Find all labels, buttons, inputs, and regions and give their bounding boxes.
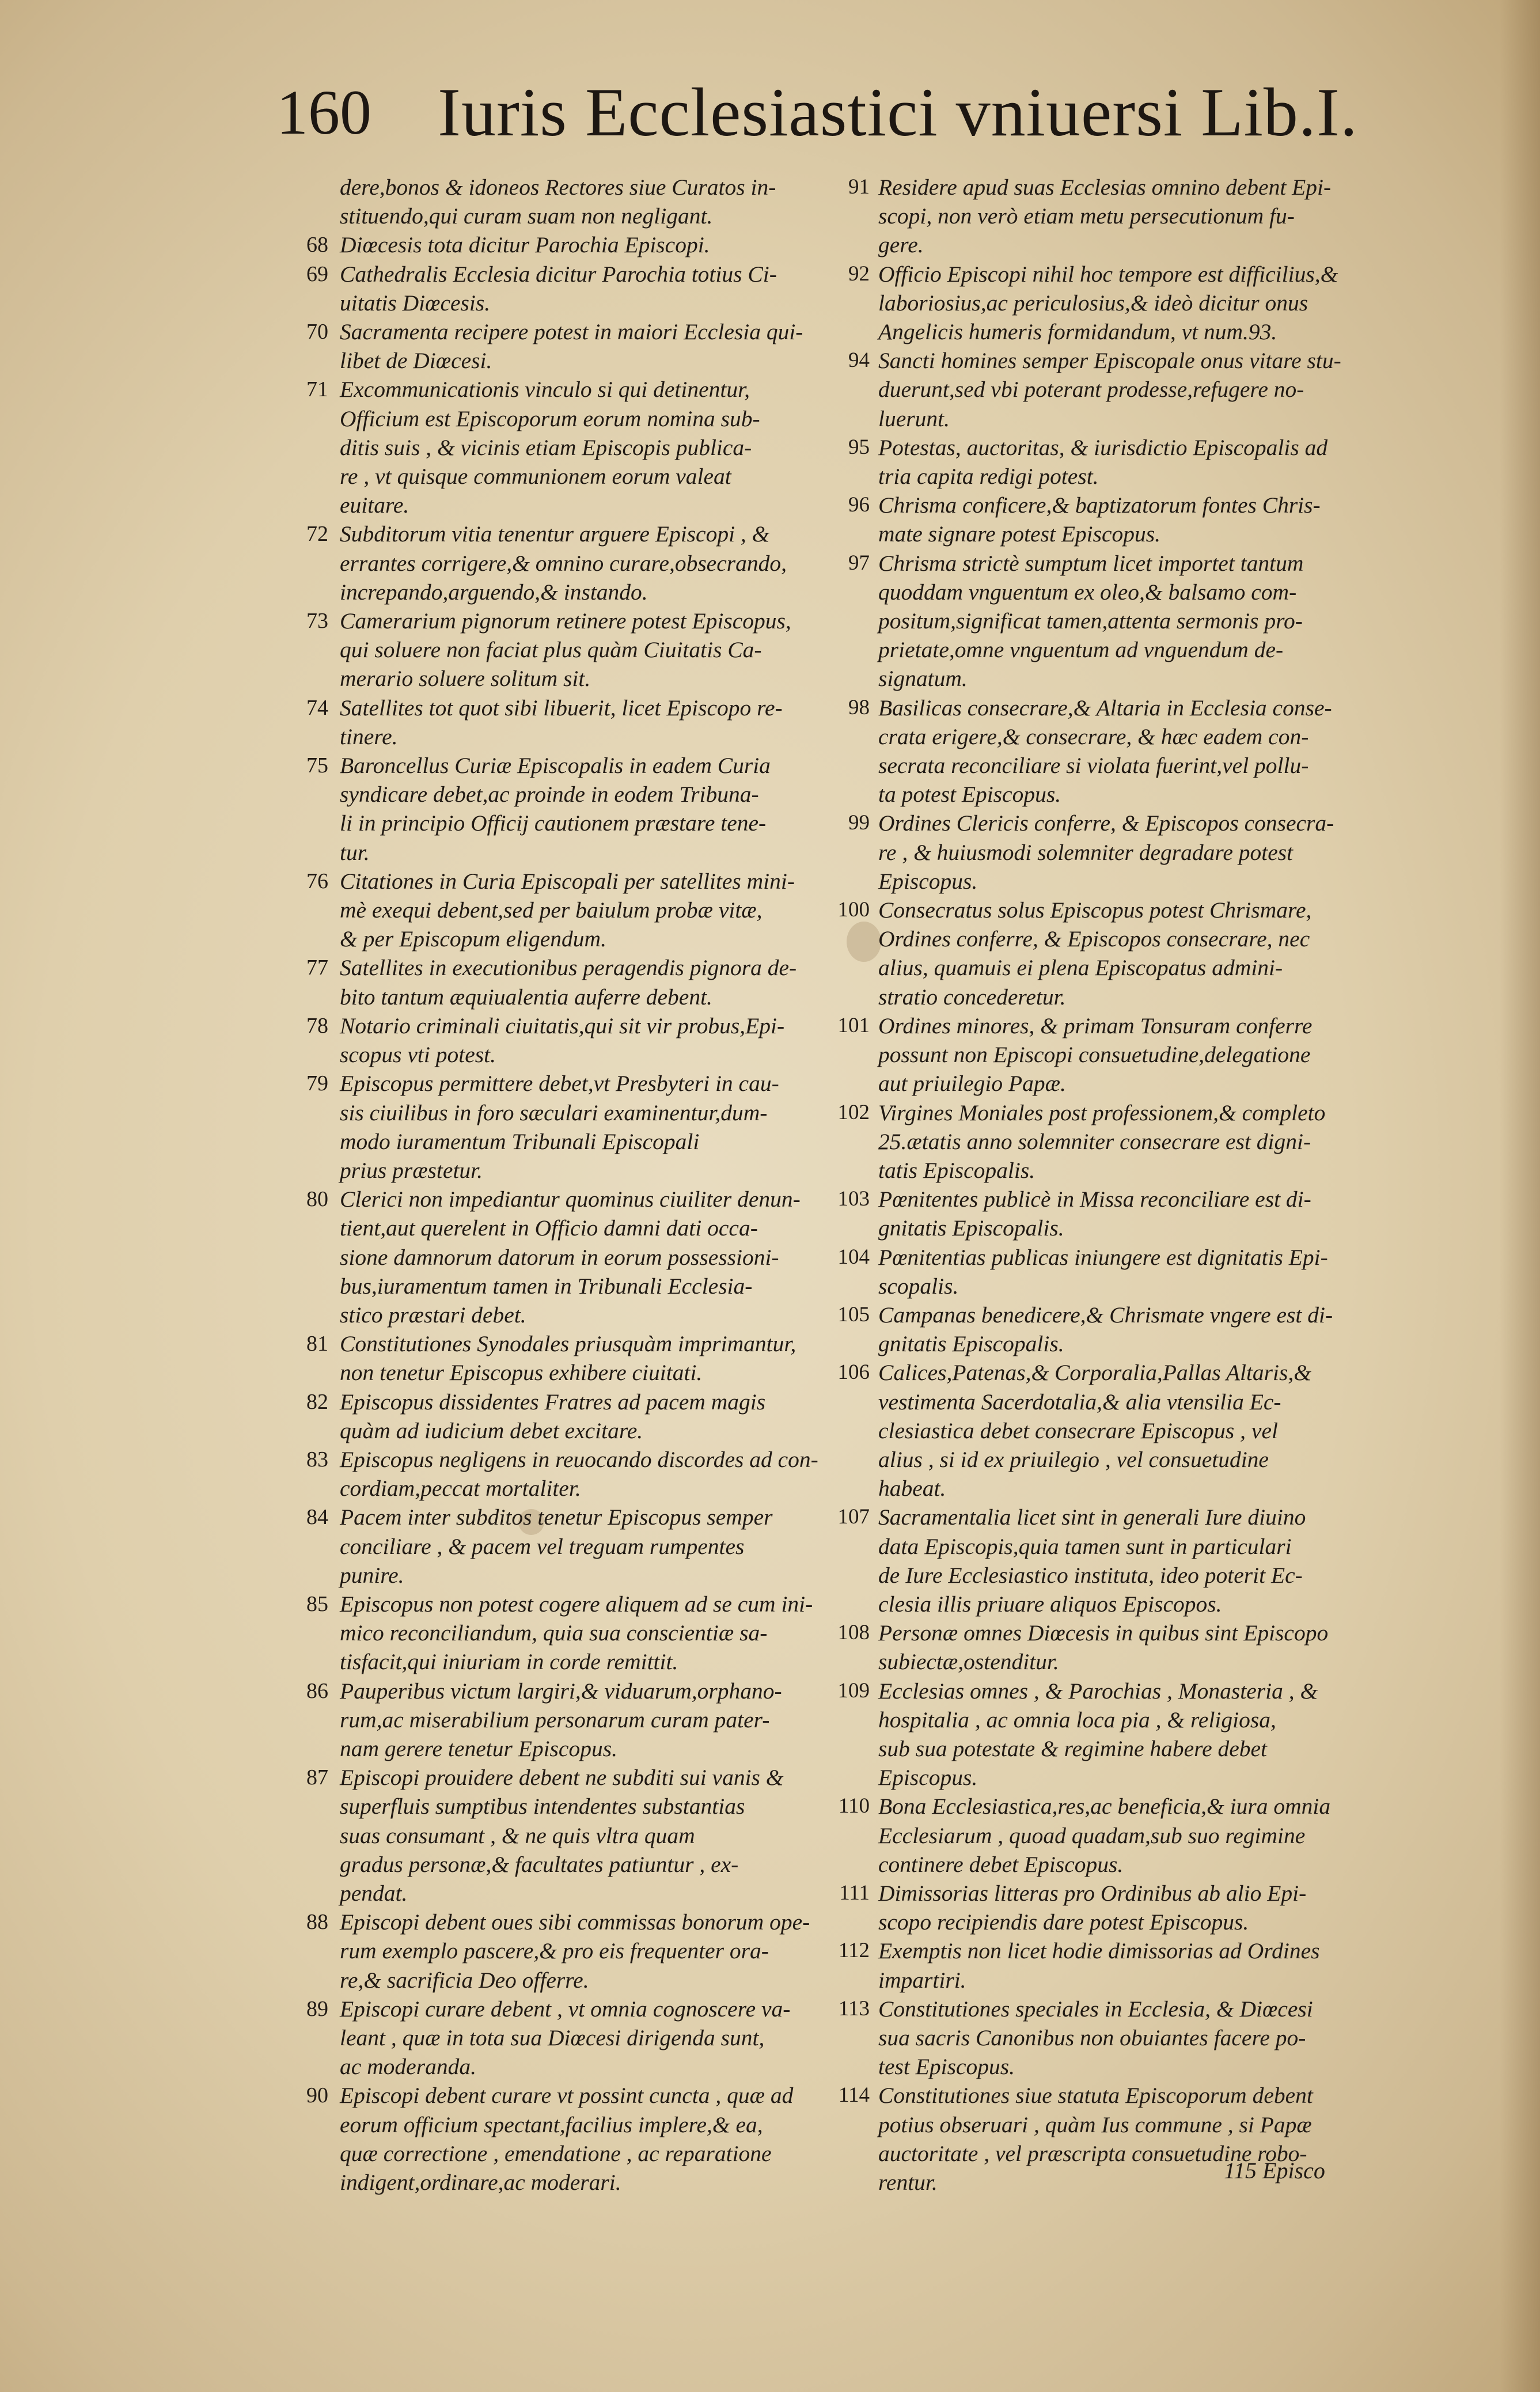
entry-line: Ordines conferre, & Episcopos consecrare, nec [878,926,1310,952]
entry-line: scopi, non verò etiam metu persecutionum fu- [878,203,1295,229]
entry-line: nam gerere tenetur Episcopus. [340,1735,617,1761]
entry-line: gradus personæ,& facultates patiuntur , ex- [340,1851,739,1877]
entry-line: Basilicas consecrare,& Altaria in Ecclesia conse- [878,695,1332,721]
entry-line: subiectæ,ostenditur. [878,1649,1059,1675]
entry-line: Ecclesiarum , quoad quadam,sub suo regimine [878,1822,1306,1848]
index-entry [832,491,1351,548]
entry-line: sis ciuilibus in foro sæculari examinentur,dum- [340,1100,768,1125]
entry-line: Bona Ecclesiastica,res,ac beneficia,& iura omnia [878,1794,1331,1819]
entry-number: 81 [306,1332,328,1356]
page-header [276,72,1371,164]
entry-line: de Iure Ecclesiastico instituta, ideo poterit Ec- [878,1562,1303,1588]
entry-line: bito tantum æquiualentia auferre debent. [340,984,712,1010]
entry-line: laboriosius,ac periculosius,& ideò dicitur onus [878,290,1308,316]
entry-line: tient,aut querelent in Officio damni dati occa- [340,1215,758,1241]
entry-line: crata erigere,& consecrare, & hæc eadem con- [878,723,1309,749]
index-entry [276,1908,809,1995]
entry-line: Chrisma strictè sumptum licet importet tantum [878,550,1304,576]
entry-line: eorum officium spectant,facilius implere,& ea, [340,2112,763,2137]
entry-line: Notario criminali ciuitatis,qui sit vir probus,Epi- [340,1013,785,1038]
entry-line: tur. [340,839,370,865]
index-entry [276,693,809,751]
entry-line: euitare. [340,492,409,518]
entry-line: ta potest Episcopus. [878,782,1061,808]
entry-line: impartiri. [878,1967,966,1993]
entry-number: 95 [848,435,870,459]
entry-line: uitatis Diœcesis. [340,290,491,316]
entry-line: Consecratus solus Episcopus potest Chrismare, [878,897,1312,923]
entry-number: 82 [306,1389,328,1414]
index-entry [276,1763,809,1908]
entry-line: possunt non Episcopi consuetudine,delegatione [878,1042,1311,1068]
index-entry [276,867,809,954]
entry-line: increpando,arguendo,& instando. [340,579,648,605]
entry-line: continere debet Episcopus. [878,1851,1124,1877]
entry-line: prietate,omne vnguentum ad vnguendum de- [878,637,1284,663]
entry-line: gnitatis Episcopalis. [878,1215,1064,1241]
entry-line: test Episcopus. [878,2054,1015,2080]
entry-line: rum,ac miserabilium personarum curam pater- [340,1707,770,1733]
entry-number: 98 [848,695,870,719]
entry-number: 114 [838,2083,870,2107]
entry-number: 100 [837,898,870,922]
entry-line: Diœcesis tota dicitur Parochia Episcopi. [340,232,710,258]
entry-number: 88 [306,1910,328,1935]
entry-line: Satellites in executionibus peragendis pignora de- [340,955,797,981]
entry-number: 107 [837,1505,870,1529]
index-entry [276,173,809,230]
entry-line: alius, quamuis ei plena Episcopatus admini- [878,955,1283,981]
entry-line: Episcopus. [878,1765,978,1791]
entry-line: data Episcopis,quia tamen sunt in particulari [878,1533,1292,1559]
entry-line: dere,bonos & idoneos Rectores siue Curatos in- [340,175,776,200]
entry-line: Cathedralis Ecclesia dicitur Parochia totius Ci- [340,261,777,287]
index-entry [832,1618,1351,1676]
entry-line: cordiam,peccat mortaliter. [340,1476,581,1502]
entry-line: rentur. [878,2170,938,2196]
index-entry [832,1185,1351,1242]
entry-line: Episcopus non potest cogere aliquem ad se cum ini- [340,1591,813,1617]
index-entry [832,809,1351,896]
running-title: Iuris Ecclesiastici vniuersi Lib.I. [438,74,1358,150]
entry-line: mate signare potest Episcopus. [878,521,1161,547]
entry-line: merario soluere solitum sit. [340,666,591,692]
entry-line: Pœnitentias publicas iniungere est dignitatis Epi- [878,1244,1328,1270]
entry-line: syndicare debet,ac proinde in eodem Tribuna- [340,782,759,808]
entry-number: 90 [306,2083,328,2108]
entry-number: 112 [838,1939,870,1963]
index-entry [276,1329,809,1387]
entry-line: Citationes in Curia Episcopali per satellites mini- [340,868,795,894]
index-entry [832,260,1351,347]
entry-line: Constitutiones Synodales priusquàm imprimantur, [340,1331,796,1357]
entry-line: luerunt. [878,405,950,431]
entry-number: 106 [837,1360,870,1385]
index-entry [276,317,809,375]
entry-number: 74 [306,695,328,720]
entry-line: quæ correctione , emendatione , ac reparatione [340,2140,772,2166]
entry-line: habeat. [878,1476,946,1502]
entry-line: Baroncellus Curiæ Episcopalis in eadem Curia [340,753,771,779]
entry-line: Camerarium pignorum retinere potest Episcopus, [340,608,791,634]
entry-line: clesia illis priuare aliquos Episcopos. [878,1591,1222,1617]
entry-line: quàm ad iudicium debet excitare. [340,1417,643,1443]
entry-number: 71 [306,377,328,402]
entry-number: 91 [848,175,870,199]
index-entry [276,1069,809,1185]
index-entry [276,230,809,259]
entry-number: 77 [306,956,328,980]
entry-number: 70 [306,320,328,344]
entry-line: tinere. [340,723,398,749]
entry-line: Constitutiones siue statuta Episcoporum debent [878,2083,1313,2109]
entry-line: hospitalia , ac omnia loca pia , & religiosa, [878,1707,1276,1733]
entry-line: re,& sacrificia Deo offerre. [340,1967,589,1993]
index-entry [276,260,809,317]
entry-number: 86 [306,1678,328,1703]
entry-number: 80 [306,1187,328,1212]
entry-line: conciliare , & pacem vel treguam rumpentes [340,1533,745,1559]
entry-number: 79 [306,1071,328,1096]
entry-line: Calices,Patenas,& Corporalia,Pallas Altaris,& [878,1360,1312,1386]
entry-number: 105 [837,1302,870,1326]
page-edge-shadow [1500,0,1540,2392]
entry-line: re , & huiusmodi solemniter degradare potest [878,839,1294,865]
entry-number: 92 [848,261,870,286]
entry-line: bus,iuramentum tamen in Tribunali Ecclesia- [340,1273,753,1299]
entry-line: Constitutiones speciales in Ecclesia, & Diœcesi [878,1996,1313,2022]
entry-line: alius , si id ex priuilegio , vel consuetudine [878,1446,1269,1472]
entry-line: leant , quæ in tota sua Diœcesi dirigenda sunt, [340,2025,765,2050]
index-entry [276,375,809,520]
entry-number: 96 [848,493,870,517]
entry-line: punire. [340,1562,404,1588]
index-entry [276,1503,809,1590]
right-column [832,173,1351,2197]
entry-number: 69 [306,261,328,286]
entry-number: 83 [306,1447,328,1472]
entry-number: 89 [306,1996,328,2021]
entry-line: Pauperibus victum largiri,& viduarum,orphano- [340,1678,782,1704]
entry-line: Episcopus. [878,868,978,894]
entry-line: Sacramenta recipere potest in maiori Ecclesia qui- [340,319,803,345]
index-entry [832,896,1351,1011]
entry-line: secrata reconciliare si violata fuerint,vel pollu- [878,753,1309,779]
entry-line: ac moderanda. [340,2054,476,2080]
index-entry [832,1677,1351,1792]
entry-line: duerunt,sed vbi poterant prodesse,refugere no- [878,377,1304,403]
entry-line: Ordines Clericis conferre, & Episcopos consecra- [878,810,1334,836]
index-entry [276,751,809,867]
entry-number: 103 [837,1187,870,1211]
entry-line: Subditorum vitia tenentur arguere Episcopi , & [340,521,770,547]
index-entry [832,1792,1351,1879]
entry-line: aut priuilegio Papæ. [878,1071,1066,1097]
entry-line: mico reconciliandum, quia sua conscientiæ sa- [340,1620,768,1646]
entry-line: vestimenta Sacerdotalia,& alia vtensilia Ec- [878,1389,1281,1415]
index-entry [832,1098,1351,1185]
entry-number: 87 [306,1765,328,1790]
entry-line: Pœnitentes publicè in Missa reconciliare est di- [878,1186,1311,1212]
index-entry [276,1677,809,1764]
entry-line: Episcopus permittere debet,vt Presbyteri in cau- [340,1071,779,1097]
entry-line: Excommunicationis vinculo si qui detinentur, [340,377,750,403]
index-entry [276,1590,813,1677]
entry-line: tisfacit,qui iniuriam in corde remittit. [340,1649,678,1675]
entry-line: tatis Episcopalis. [878,1157,1035,1183]
entry-line: Satellites tot quot sibi libuerit, licet Episcopo re- [340,695,783,721]
entry-line: errantes corrigere,& omnino curare,obsecrando, [340,550,787,576]
entry-number: 68 [306,233,328,257]
index-entry [832,346,1351,433]
index-entry [276,1011,809,1069]
entry-line: Angelicis humeris formidandum, vt num.93. [878,319,1277,345]
entry-line: Episcopi curare debent , vt omnia cognoscere va- [340,1996,791,2022]
entry-line: pendat. [340,1880,408,1906]
entry-line: sua sacris Canonibus non obuiantes facere po- [878,2025,1306,2050]
entry-line: 25.ætatis anno solemniter consecrare est digni- [878,1128,1311,1154]
entry-line: sione damnorum datorum in eorum possessioni- [340,1244,779,1270]
entry-number: 110 [838,1794,870,1818]
entry-line: Ordines minores, & primam Tonsuram conferre [878,1013,1313,1038]
index-entry [832,549,1351,693]
index-entry [832,1358,1351,1503]
index-entry [276,1995,809,2082]
entry-number: 76 [306,869,328,893]
entry-line: tria capita redigi potest. [878,464,1099,490]
index-entry [276,606,809,693]
entry-number: 111 [839,1881,870,1905]
entry-line: Exemptis non licet hodie dimissorias ad Ordines [878,1938,1320,1964]
entry-line: quoddam vnguentum ex oleo,& balsamo com- [878,579,1297,605]
entry-line: stratio concederetur. [878,984,1066,1010]
page-number: 160 [276,77,371,147]
index-entry [832,1011,1351,1098]
entry-number: 102 [837,1100,870,1124]
entry-number: 73 [306,609,328,634]
entry-line: Episcopus negligens in reuocando discordes ad con- [340,1446,818,1472]
entry-line: scopalis. [878,1273,959,1299]
entry-line: Ecclesias omnes , & Parochias , Monasteria , & [878,1678,1318,1704]
index-entry [832,1995,1351,2082]
entry-number: 99 [848,811,870,835]
entry-number: 101 [837,1013,870,1037]
entry-line: positum,significat tamen,attenta sermonis pro- [878,608,1303,634]
entry-number: 113 [838,1996,870,2020]
entry-line: Personæ omnes Diœcesis in quibus sint Episcopo [878,1620,1329,1646]
entry-line: Sancti homines semper Episcopale onus vitare stu- [878,348,1341,374]
entry-number: 85 [306,1591,328,1616]
index-entry [832,1243,1351,1301]
index-entry [832,1301,1351,1358]
entry-line: gere. [878,232,924,258]
entry-number: 78 [306,1013,328,1038]
entry-line: Pacem inter subditos tenetur Episcopus semper [340,1504,773,1530]
index-entry [276,1185,809,1329]
index-entry [276,1388,809,1445]
entry-number: 72 [306,522,328,547]
entry-line: scopus vti potest. [340,1042,496,1068]
entry-line: libet de Diœcesi. [340,348,492,374]
entry-line: Episcopi prouidere debent ne subditi sui vanis & [340,1765,784,1791]
index-entry [832,1936,1351,1994]
entry-line: indigent,ordinare,ac moderari. [340,2170,621,2196]
index-entry [276,1445,818,1503]
entry-line: Dimissorias litteras pro Ordinibus ab alio Epi- [878,1880,1307,1906]
entry-line: stituendo,qui curam suam non negligant. [340,203,713,229]
entry-line: Episcopi debent curare vt possint cuncta , quæ ad [340,2083,794,2109]
entry-line: Virgines Moniales post professionem,& completo [878,1100,1326,1125]
entry-line: superfluis sumptibus intendentes substantias [340,1794,745,1819]
entry-line: ditis suis , & vicinis etiam Episcopis publica- [340,434,752,460]
entry-line: Potestas, auctoritas, & iurisdictio Episcopalis ad [878,434,1328,460]
entry-line: re , vt quisque communionem eorum valeat [340,464,731,490]
entry-line: li in principio Officij cautionem præstare tene- [340,810,767,836]
entry-line: clesiastica debet consecrare Episcopus , vel [878,1417,1278,1443]
entry-line: rum exemplo pascere,& pro eis frequenter ora- [340,1938,769,1964]
entry-line: mè exequi debent,sed per baiulum probæ vitæ, [340,897,763,923]
index-entry [832,173,1351,260]
entry-line: Sacramentalia licet sint in generali Iure diuino [878,1504,1306,1530]
entry-number: 108 [837,1621,870,1645]
index-entry [276,953,809,1011]
entry-line: auctoritate , vel præscripta consuetudine robo- [878,2140,1307,2166]
entry-number: 104 [837,1245,870,1269]
entry-line: & per Episcopum eligendum. [340,926,606,952]
entry-line: Clerici non impediantur quominus ciuiliter denun- [340,1186,801,1212]
entry-line: non tenetur Episcopus exhibere ciuitati. [340,1360,703,1386]
entry-line: prius præstetur. [340,1157,483,1183]
entry-number: 109 [837,1678,870,1703]
entry-line: scopo recipiendis dare potest Episcopus. [878,1909,1249,1935]
entry-line: sub sua potestate & regimine habere debet [878,1735,1268,1761]
entry-line: suas consumant , & ne quis vltra quam [340,1822,695,1848]
entry-number: 94 [848,348,870,373]
entry-line: Campanas benedicere,& Chrismate vngere est di- [878,1302,1333,1328]
index-entry [832,1879,1351,1936]
index-entry [832,693,1351,809]
entry-line: potius obseruari , quàm Ius commune , si Papæ [878,2112,1312,2137]
left-column [276,173,818,2197]
entry-line: Officio Episcopi nihil hoc tempore est difficilius,& [878,261,1338,287]
entry-number: 75 [306,753,328,778]
entry-line: Officium est Episcoporum eorum nomina sub- [340,405,760,431]
entry-line: stico præstari debet. [340,1302,526,1328]
entry-line: gnitatis Episcopalis. [878,1331,1064,1357]
entry-line: Episcopi debent oues sibi commissas bonorum ope- [340,1909,810,1935]
entry-line: Residere apud suas Ecclesias omnino debent Epi- [878,175,1332,200]
entry-line: signatum. [878,666,968,692]
entry-number: 84 [306,1505,328,1530]
entry-line: qui soluere non faciat plus quàm Ciuitatis Ca- [340,637,762,663]
index-entry [276,2081,809,2197]
entry-line: Chrisma conficere,& baptizatorum fontes Chris- [878,492,1321,518]
catchword: 115 Episco [1224,2158,1325,2183]
entry-line: Episcopus dissidentes Fratres ad pacem magis [340,1389,766,1415]
entry-line: modo iuramentum Tribunali Episcopali [340,1128,700,1154]
entry-number: 97 [848,551,870,575]
index-entry [832,433,1351,491]
index-entry [276,520,809,606]
index-entry [832,1503,1351,1618]
